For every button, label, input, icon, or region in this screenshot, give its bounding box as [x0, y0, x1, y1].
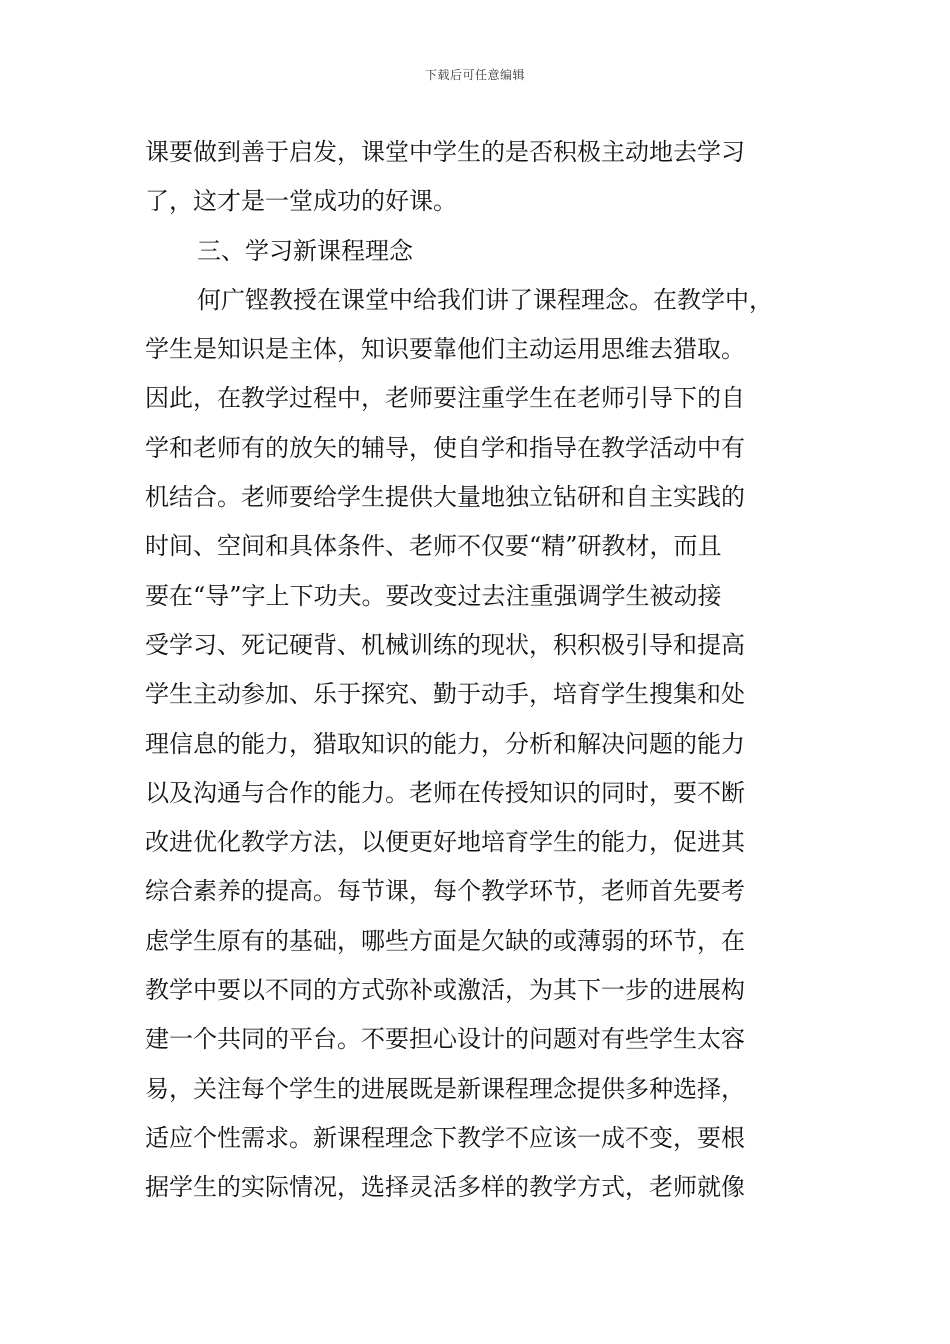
page-header: 下载后可任意编辑 [424, 68, 525, 82]
text-line: 因此，在教学过程中，老师要注重学生在老师引导下的自 [145, 384, 745, 413]
text-line: 时间、空间和具体条件、老师不仅要“精”研教材，而且 [145, 532, 722, 561]
text-line: 易，关注每个学生的进展既是新课程理念提供多种选择， [145, 1074, 745, 1103]
text-line: 综合素养的提高。每节课，每个教学环节，老师首先要考 [145, 877, 745, 906]
text-line: 受学习、死记硬背、机械训练的现状，积积极引导和提高 [145, 630, 745, 659]
text-line: 虑学生原有的基础，哪些方面是欠缺的或薄弱的环节，在 [145, 926, 745, 955]
text-line: 适应个性需求。新课程理念下教学不应该一成不变，要根 [145, 1123, 745, 1152]
text-line: 教学中要以不同的方式弥补或激活，为其下一步的进展构 [145, 976, 745, 1005]
text-line: 改进优化教学方法，以便更好地培育学生的能力，促进其 [145, 828, 745, 857]
text-line: 以及沟通与合作的能力。老师在传授知识的同时，要不断 [145, 778, 745, 807]
text-line: 了，这才是一堂成功的好课。 [145, 187, 457, 216]
text-line: 建一个共同的平台。不要担心设计的问题对有些学生太容 [145, 1025, 745, 1054]
text-line: 理信息的能力，猎取知识的能力，分析和解决问题的能力 [145, 729, 745, 758]
text-line: 机结合。老师要给学生提供大量地独立钻研和自主实践的 [145, 483, 745, 512]
text-line: 学生主动参加、乐于探究、勤于动手，培育学生搜集和处 [145, 680, 745, 709]
text-line: 课要做到善于启发，课堂中学生的是否积极主动地去学习 [145, 138, 745, 166]
text-line: 学和老师有的放矢的辅导，使自学和指导在教学活动中有 [145, 433, 745, 462]
text-line: 据学生的实际情况，选择灵活多样的教学方式，老师就像 [145, 1173, 745, 1202]
document-body [145, 128, 825, 1213]
text-line: 要在“导”字上下功夫。要改变过去注重强调学生被动接 [145, 581, 722, 610]
section-heading: 三、学习新课程理念 [197, 236, 413, 265]
text-line: 学生是知识是主体，知识要靠他们主动运用思维去猎取。 [145, 335, 745, 364]
paragraph-first-line: 何广铿教授在课堂中给我们讲了课程理念。在教学中， [197, 285, 773, 314]
